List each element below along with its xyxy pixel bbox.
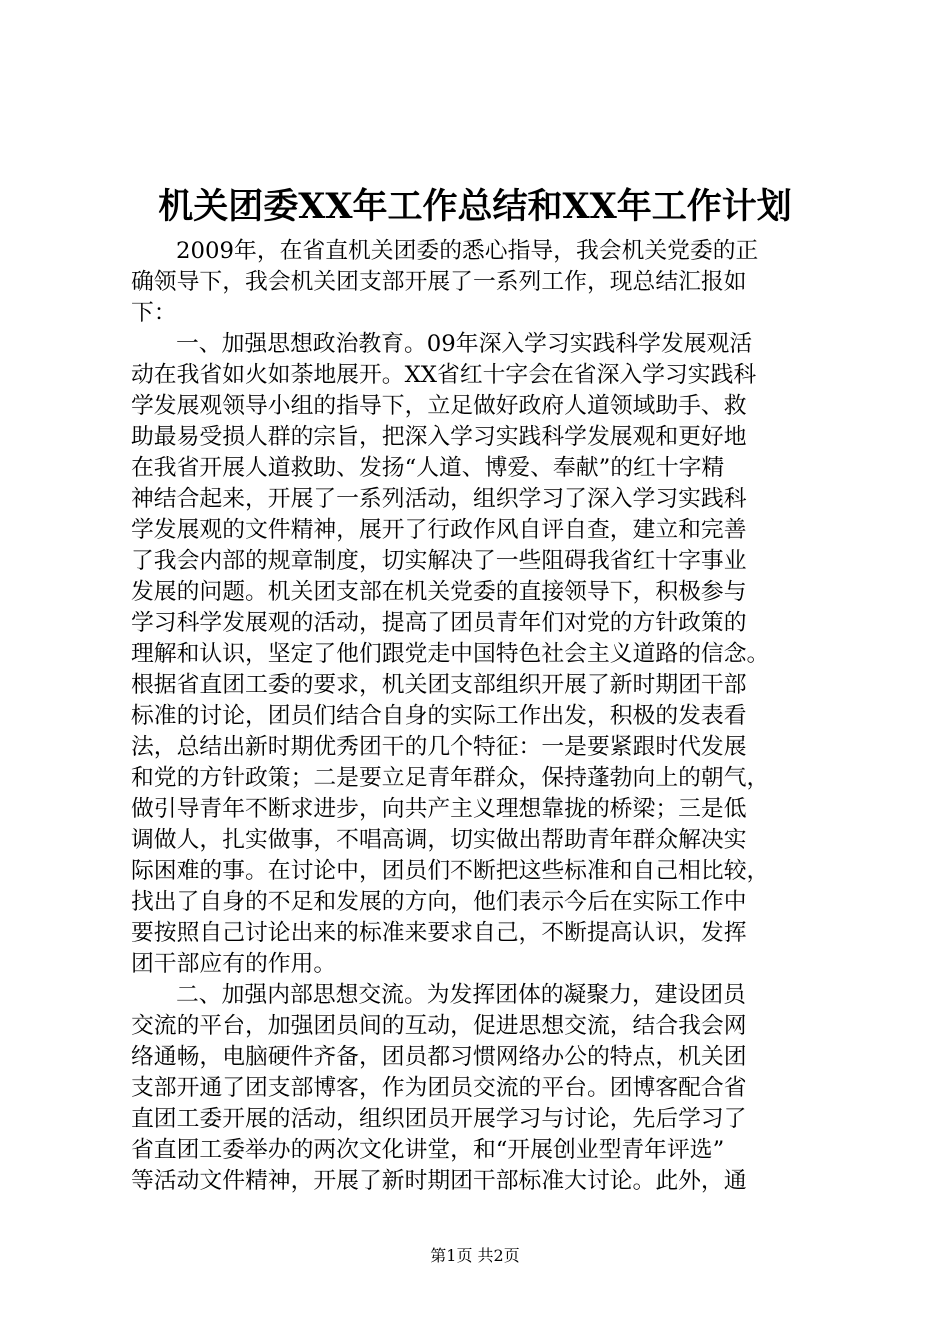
- body-line: 动在我省如火如荼地展开。XX省红十字会在省深入学习实践科: [131, 362, 757, 388]
- body-line: 等活动文件精神，开展了新时期团干部标准大讨论。此外，通: [131, 1168, 747, 1194]
- body-line: 助最易受损人群的宗旨，把深入学习实践科学发展观和更好地: [131, 424, 747, 450]
- body-line: 和党的方针政策；二是要立足青年群众，保持蓬勃向上的朝气，: [131, 765, 770, 791]
- body-line: 际困难的事。在讨论中，团员们不断把这些标准和自己相比较，: [131, 858, 770, 884]
- body-line: 在我省开展人道救助、发扬“人道、博爱、奉献”的红十字精: [131, 455, 725, 481]
- body-line: 发展的问题。机关团支部在机关党委的直接领导下，积极参与: [131, 579, 747, 605]
- body-line: 学发展观的文件精神，展开了行政作风自评自查，建立和完善: [131, 517, 747, 543]
- body-line: 交流的平台，加强团员间的互动，促进思想交流，结合我会网: [131, 1013, 747, 1039]
- body-line: 络通畅，电脑硬件齐备，团员都习惯网络办公的特点，机关团: [131, 1044, 747, 1070]
- body-line: 要按照自己讨论出来的标准来要求自己，不断提高认识，发挥: [131, 920, 747, 946]
- body-line: 根据省直团工委的要求，机关团支部组织开展了新时期团干部: [131, 672, 747, 698]
- body-line: 一、加强思想政治教育。09年深入学习实践科学发展观活: [176, 331, 753, 357]
- document-body: [131, 236, 831, 1197]
- body-line: 了我会内部的规章制度，切实解决了一些阻碍我省红十字事业: [131, 548, 747, 574]
- body-line: 调做人，扎实做事，不唱高调，切实做出帮助青年群众解决实: [131, 827, 747, 853]
- body-line: 神结合起来，开展了一系列活动，组织学习了深入学习实践科: [131, 486, 747, 512]
- body-line: 省直团工委举办的两次文化讲堂，和“开展创业型青年评选”: [131, 1137, 725, 1163]
- body-line: 2009年，在省直机关团委的悉心指导，我会机关党委的正: [176, 238, 759, 264]
- body-line: 学习科学发展观的活动，提高了团员青年们对党的方针政策的: [131, 610, 747, 636]
- body-line: 团干部应有的作用。: [131, 951, 337, 977]
- body-line: 法，总结出新时期优秀团干的几个特征：一是要紧跟时代发展: [131, 734, 747, 760]
- body-line: 标准的讨论，团员们结合自身的实际工作出发，积极的发表看: [131, 703, 747, 729]
- body-line: 学发展观领导小组的指导下，立足做好政府人道领域助手、救: [131, 393, 747, 419]
- body-line: 理解和认识，坚定了他们跟党走中国特色社会主义道路的信念。: [131, 641, 770, 667]
- body-line: 找出了自身的不足和发展的方向，他们表示今后在实际工作中: [131, 889, 747, 915]
- body-line: 下：: [131, 300, 177, 326]
- body-line: 做引导青年不断求进步，向共产主义理想靠拢的桥梁；三是低: [131, 796, 747, 822]
- body-line: 确领导下，我会机关团支部开展了一系列工作，现总结汇报如: [131, 269, 747, 295]
- body-line: 支部开通了团支部博客，作为团员交流的平台。团博客配合省: [131, 1075, 747, 1101]
- page-footer: 第1页 共2页: [430, 1246, 520, 1265]
- body-line: 直团工委开展的活动，组织团员开展学习与讨论，先后学习了: [131, 1106, 747, 1132]
- body-line: 二、加强内部思想交流。为发挥团体的凝聚力，建设团员: [176, 982, 746, 1008]
- document-title: 机关团委XX年工作总结和XX年工作计划: [158, 186, 792, 227]
